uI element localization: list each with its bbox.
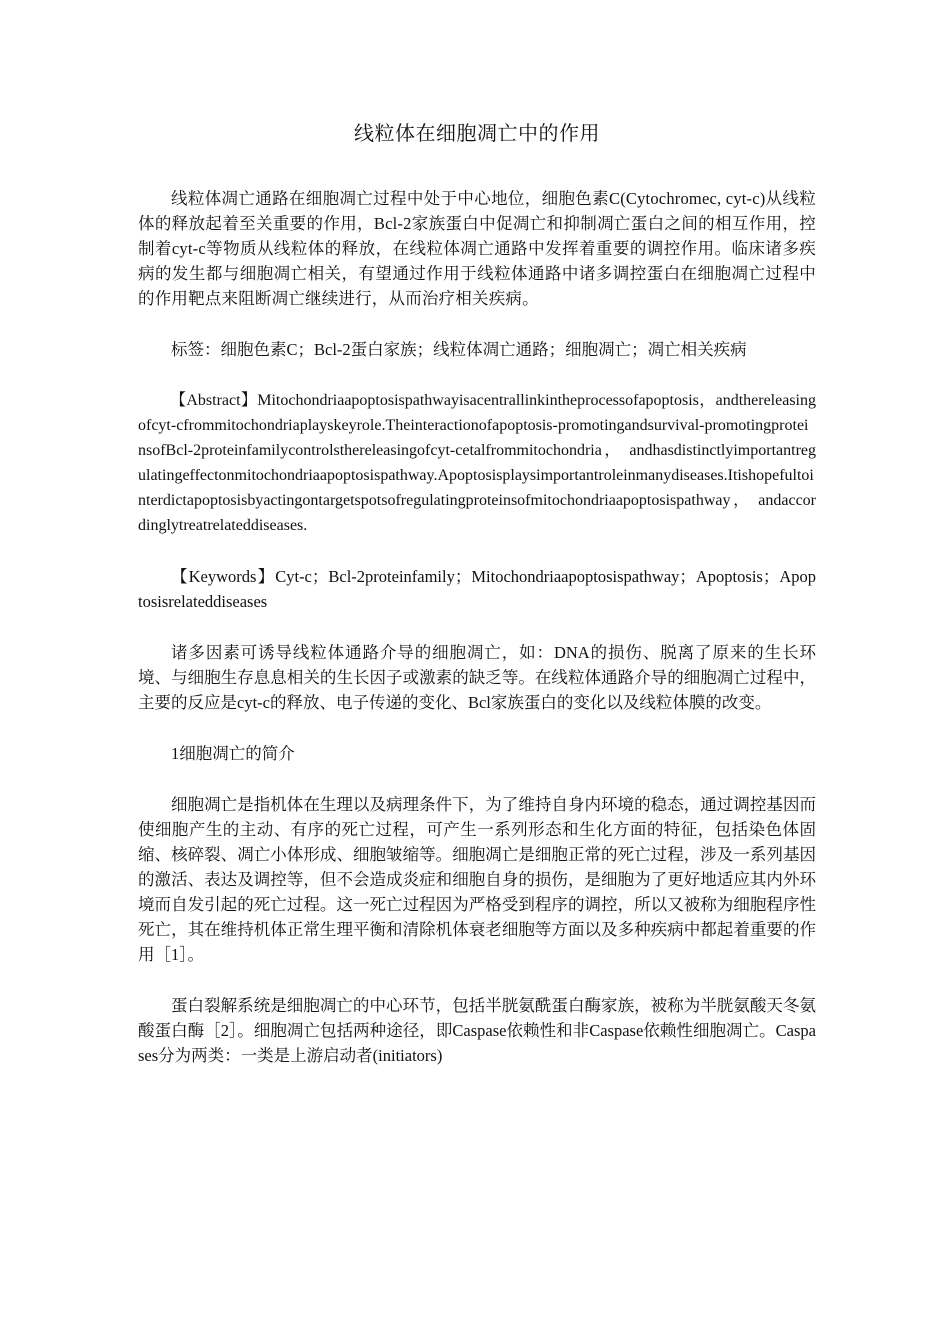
- abstract-english: 【Abstract】Mitochondriaapoptosispathwayisacentrallinkintheprocessofapoptosis，andthereleasingofcyt-cfrommitochondriaplayskeyrole.Theinteractionofapoptosis-promotingandsurvival-promotingproteinsofBcl-2proteinfamilycontrolsthereleasingofcyt-cetalfrommitochondria， andhasdistinctlyimportantregulatingeffectonmitochondriaapoptosispathway.Apoptosisplaysimportantroleinmanydiseases.Itishopefultointerdictapoptosisbyactingontargetspotsofregulatingproteinsofmitochondriaapoptosispathway， andaccordinglytreatrelateddiseases.: [138, 392, 816, 534]
- document-page: [138, 118, 816, 1094]
- abstract-chinese: 线粒体凋亡通路在细胞凋亡过程中处于中心地位，细胞色素C(Cytochromec, cyt-c)从线粒体的释放起着至关重要的作用，Bcl-2家族蛋白中促凋亡和抑制凋亡蛋白之间的相互作用，控制着cyt-c等物质从线粒体的释放，在线粒体凋亡通路中发挥着重要的调控作用。临床诸多疾病的发生都与细胞凋亡相关，有望通过作用于线粒体通路中诸多调控蛋白在细胞凋亡过程中的作用靶点来阻断凋亡继续进行，从而治疗相关疾病。: [138, 189, 816, 308]
- section-1-paragraph-1: 细胞凋亡是指机体在生理以及病理条件下，为了维持自身内环境的稳态，通过调控基因而使细胞产生的主动、有序的死亡过程，可产生一系列形态和生化方面的特征，包括染色体固缩、核碎裂、凋亡小体形成、细胞皱缩等。细胞凋亡是细胞正常的死亡过程，涉及一系列基因的激活、表达及调控等，但不会造成炎症和细胞自身的损伤，是细胞为了更好地适应其内外环境而自发引起的死亡过程。这一死亡过程因为严格受到程序的调控，所以又被称为细胞程序性死亡，其在维持机体正常生理平衡和清除机体衰老细胞等方面以及多种疾病中都起着重要的作用［1］。: [138, 795, 816, 964]
- keywords-english: 【Keywords】Cyt-c；Bcl-2proteinfamily；Mitochondriaapoptosispathway；Apoptosis；Apoptosisrelateddiseases: [138, 567, 816, 611]
- keywords-chinese: 标签：细胞色素C；Bcl-2蛋白家族；线粒体凋亡通路；细胞凋亡；凋亡相关疾病: [171, 340, 747, 359]
- intro-paragraph: 诸多因素可诱导线粒体通路介导的细胞凋亡，如：DNA的损伤、脱离了原来的生长环境、与细胞生存息息相关的生长因子或激素的缺乏等。在线粒体通路介导的细胞凋亡过程中，主要的反应是cyt-c的释放、电子传递的变化、Bcl家族蛋白的变化以及线粒体膜的改变。: [138, 643, 816, 712]
- document-title: 线粒体在细胞凋亡中的作用: [354, 123, 600, 145]
- section-1-paragraph-2: 蛋白裂解系统是细胞凋亡的中心环节，包括半胱氨酰蛋白酶家族，被称为半胱氨酸天冬氨酸蛋白酶［2］。细胞凋亡包括两种途径，即Caspase依赖性和非Caspase依赖性细胞凋亡。Caspases分为两类：一类是上游启动者(initiators): [138, 996, 816, 1065]
- section-1-heading: 1细胞凋亡的简介: [171, 744, 295, 763]
